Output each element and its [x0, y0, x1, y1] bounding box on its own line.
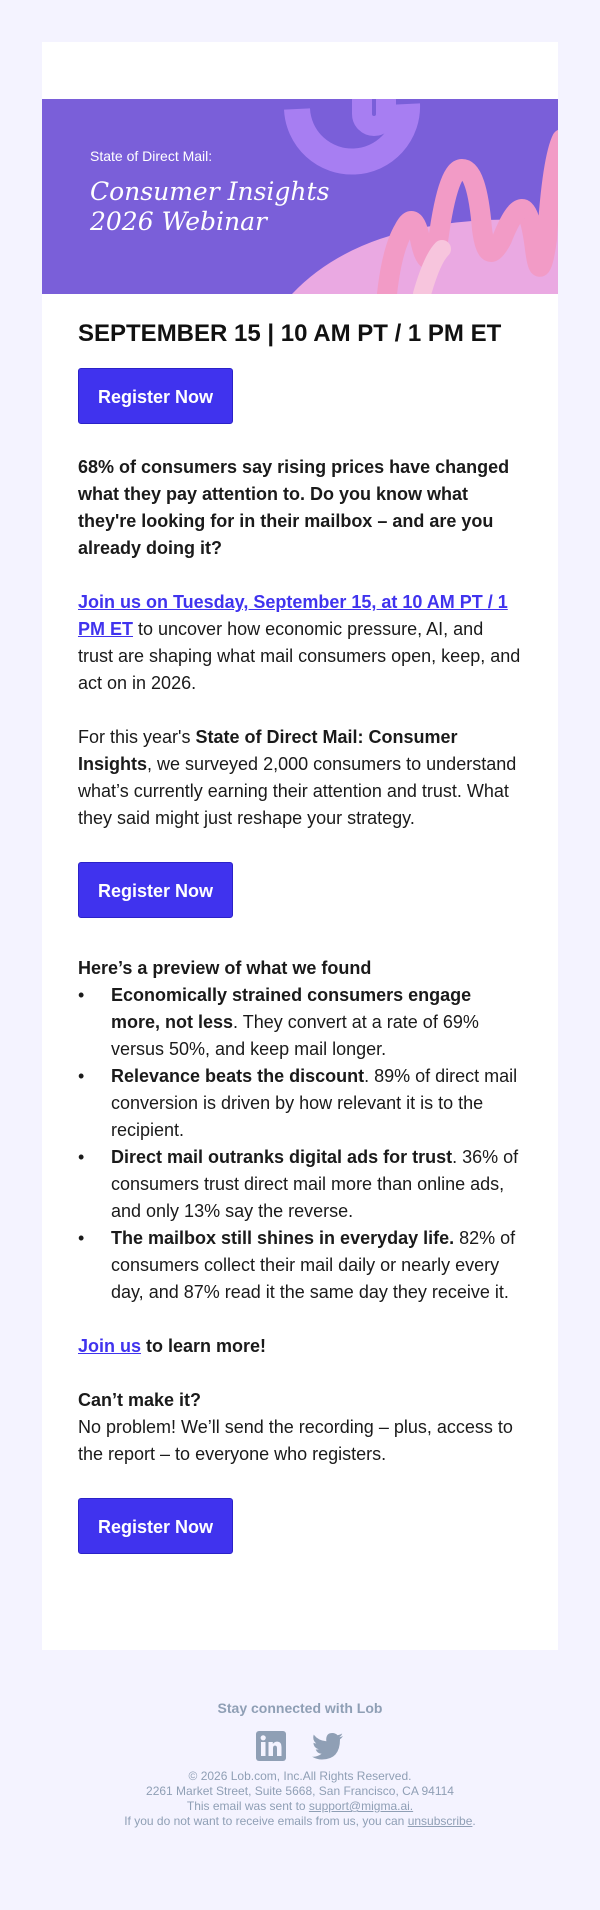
learn-more-paragraph: [78, 1333, 522, 1360]
linkedin-icon[interactable]: [256, 1731, 286, 1766]
join-text: to uncover how economic pressure, AI, and trust are shaping what mail consumers open, keep, and act on in 2026.: [78, 619, 521, 693]
support-email-link[interactable]: support@migma.ai.: [308, 1799, 414, 1813]
footer-unsubscribe: [0, 1814, 600, 1829]
join-us-link[interactable]: Join us: [78, 1336, 142, 1356]
finding-text: 82% of consumers collect their mail daily or nearly every day, and 87% read it the same day they receive it.: [111, 1228, 516, 1302]
finding-bold: Direct mail outranks digital ads for trust: [111, 1147, 453, 1167]
survey-post: , we surveyed 2,000 consumers to understand what’s currently earning their attention and trust. What they said might just reshape your strategy.: [78, 754, 517, 828]
unsubscribe-link[interactable]: unsubscribe: [407, 1814, 473, 1828]
social-links: [0, 1731, 600, 1763]
footer-legal: [0, 1769, 600, 1829]
finding-bold: Economically strained consumers engage more, not less: [111, 985, 472, 1032]
footer-heading: Stay connected with Lob: [217, 1700, 383, 1716]
join-paragraph: [78, 589, 522, 697]
hero-banner: [42, 99, 558, 294]
finding-text: . 36% of consumers trust direct mail more than online ads, and only 13% say the reverse.: [111, 1147, 519, 1221]
hero-title-line1: Consumer Insights: [90, 177, 330, 206]
hero-kicker: State of Direct Mail:: [90, 148, 213, 164]
hero-title-line2: 2026 Webinar: [90, 207, 267, 236]
event-date-heading: SEPTEMBER 15 | 10 AM PT / 1 PM ET: [78, 320, 502, 347]
join-date-link[interactable]: Join us on Tuesday, September 15, at 10 AM PT / 1 PM ET: [78, 592, 508, 639]
twitter-icon[interactable]: [312, 1731, 344, 1766]
cant-make-heading: Can’t make it?: [78, 1390, 202, 1410]
learn-more-text: to learn more!: [141, 1336, 267, 1356]
footer-copyright: © 2026 Lob.com, Inc.All Rights Reserved.: [188, 1769, 412, 1783]
survey-pre: For this year's: [78, 727, 196, 747]
hero-title: [90, 177, 350, 237]
unsubscribe-text: If you do not want to receive emails from us, you can: [124, 1814, 408, 1828]
cant-make-text: No problem! We’ll send the recording – plus, access to the report – to everyone who registers.: [78, 1417, 513, 1464]
survey-paragraph: [78, 724, 522, 832]
preview-heading: Here’s a preview of what we found: [78, 958, 372, 978]
list-item: [78, 1225, 522, 1306]
list-item: [78, 1063, 522, 1144]
finding-bold: Relevance beats the discount: [111, 1066, 365, 1086]
sent-to-text: This email was sent to: [186, 1799, 309, 1813]
footer-sent-to: [0, 1799, 600, 1814]
register-button-top[interactable]: Register Now: [78, 368, 233, 424]
finding-bold: The mailbox still shines in everyday life.: [111, 1228, 455, 1248]
list-item: [78, 1144, 522, 1225]
email-body: [78, 294, 522, 1554]
footer-address: 2261 Market Street, Suite 5668, San Francisco, CA 94114: [146, 1784, 454, 1798]
finding-text: . They convert at a rate of 69% versus 50%, and keep mail longer.: [111, 1012, 479, 1059]
register-button-middle[interactable]: Register Now: [78, 862, 233, 918]
intro-paragraph: 68% of consumers say rising prices have changed what they pay attention to. Do you know what they're looking for in their mailbox – and are you already doing it?: [78, 457, 510, 558]
survey-bold: State of Direct Mail: Consumer Insights: [78, 727, 458, 774]
findings-list: [78, 982, 522, 1306]
unsubscribe-period: .: [472, 1814, 476, 1828]
email-card: [42, 42, 558, 1650]
list-item: [78, 982, 522, 1063]
register-button-bottom[interactable]: Register Now: [78, 1498, 233, 1554]
finding-text: . 89% of direct mail conversion is driven by how relevant it is to the recipient.: [111, 1066, 518, 1140]
